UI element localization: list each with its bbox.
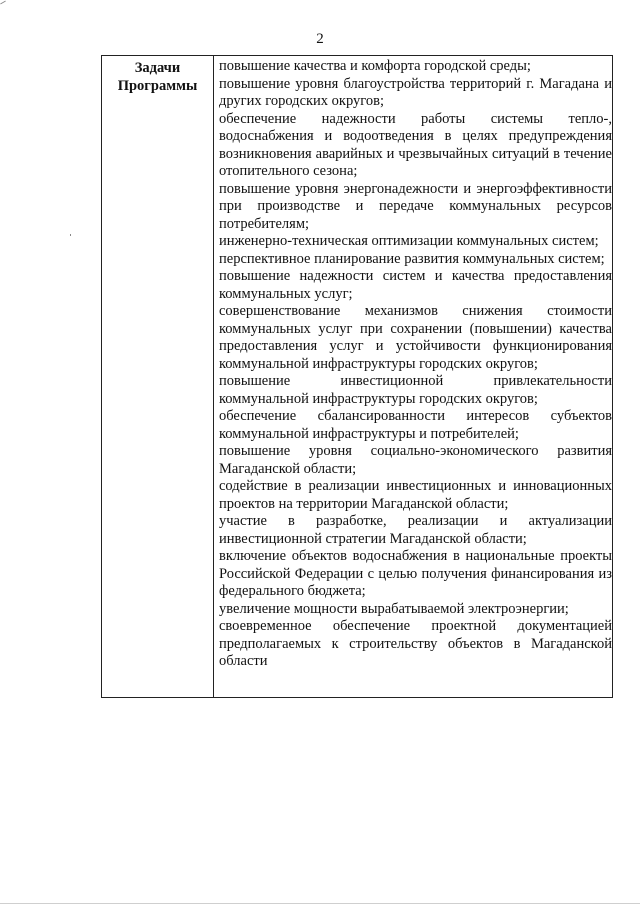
task-item: перспективное планирование развития коммунальных систем; bbox=[219, 250, 605, 267]
task-item: повышение качества и комфорта городской среды; bbox=[219, 58, 531, 74]
header-label: Задачи Программы bbox=[117, 60, 198, 94]
tasks-cell bbox=[214, 56, 612, 697]
task-item: своевременное обеспечение проектной документацией предполагаемых к строительству объектов в Магаданской области bbox=[219, 618, 612, 669]
task-item: содействие в реализации инвестиционных и инновационных проектов на территории Магаданской области; bbox=[219, 478, 612, 512]
task-item: повышение уровня благоустройства территорий г. Магадана и других городских округов; bbox=[219, 75, 612, 109]
task-item: совершенствование механизмов снижения стоимости коммунальных услуг при сохранении (повышении) качества предоставления услуг и устойчивости функционирования коммунальной инфраструктуры городских округов; bbox=[219, 303, 612, 372]
task-item: повышение уровня энергонадежности и энергоэффективности при производстве и передаче коммунальных ресурсов потребителям; bbox=[219, 180, 612, 232]
table-header-cell bbox=[102, 56, 214, 697]
task-item: обеспечение надежности работы системы тепло-, водоснабжения и водоотведения в целях предупреждения возникновения аварийных и чрезвычайных ситуаций в течение отопительного сезона; bbox=[219, 110, 612, 179]
task-item: обеспечение сбалансированности интересов субъектов коммунальной инфраструктуры и потребителей; bbox=[219, 408, 612, 442]
scan-mark bbox=[0, 1, 6, 5]
task-item: повышение инвестиционной привлекательности коммунальной инфраструктуры городских округов; bbox=[219, 373, 612, 407]
page-number: 2 bbox=[316, 31, 324, 47]
scan-mark bbox=[70, 234, 71, 236]
scan-mark bbox=[0, 903, 640, 904]
task-item: включение объектов водоснабжения в национальные проекты Российской Федерации с целью получения финансирования из федерального бюджета; bbox=[219, 548, 612, 599]
task-item: инженерно-техническая оптимизации коммунальных систем; bbox=[219, 233, 599, 249]
task-item: повышение уровня социально-экономического развития Магаданской области; bbox=[219, 443, 612, 477]
program-table bbox=[101, 55, 613, 698]
task-item: участие в разработке, реализации и актуализации инвестиционной стратегии Магаданской области; bbox=[219, 513, 612, 547]
task-item: повышение надежности систем и качества предоставления коммунальных услуг; bbox=[219, 268, 612, 302]
task-item: увеличение мощности вырабатываемой электроэнергии; bbox=[219, 600, 569, 617]
